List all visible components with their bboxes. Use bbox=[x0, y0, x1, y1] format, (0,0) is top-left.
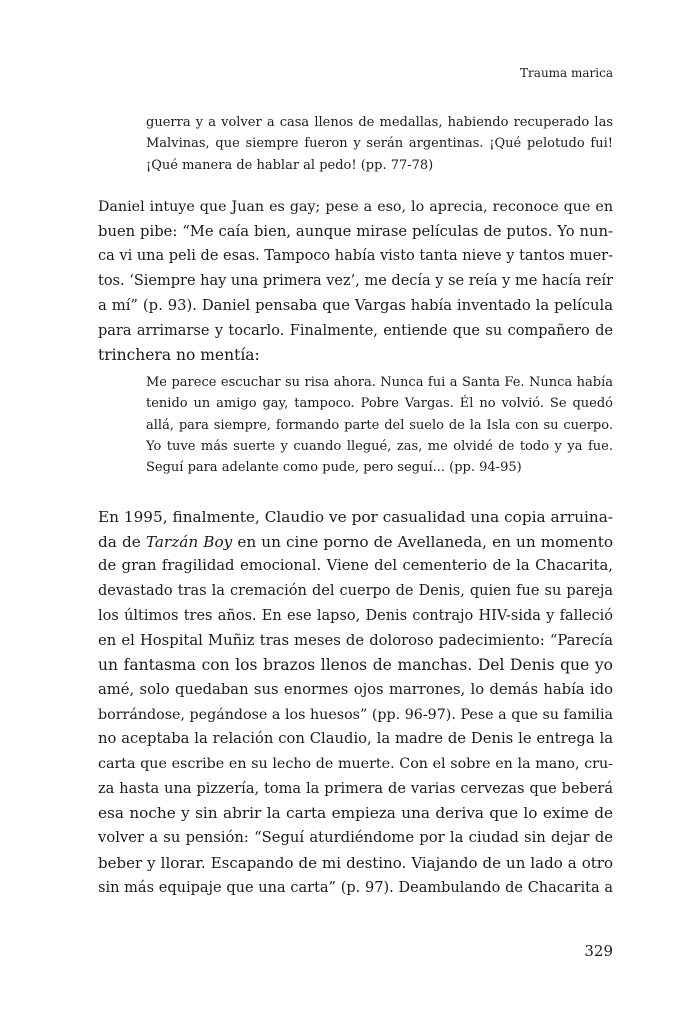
paragraph-line: tos. ‘Siempre hay una primera vez’, me decía y se reía y me hacía reír bbox=[98, 273, 613, 290]
paragraph-line: za hasta una pizzería, toma la primera de varias cervezas que beberá bbox=[98, 780, 613, 797]
paragraph-line: no aceptaba la relación con Claudio, la madre de Denis le entrega la bbox=[98, 730, 613, 748]
paragraph-text: en un cine porno de Avellaneda, en un momento bbox=[232, 532, 613, 551]
paragraph-line: ca vi una peli de esas. Tampoco había visto tanta nieve y tantos muer- bbox=[98, 248, 613, 265]
paragraph-text: da de bbox=[98, 532, 146, 551]
paragraph-line: esa noche y sin abrir la carta empieza una deriva que lo exime de bbox=[98, 804, 613, 823]
quote-line: Yo tuve más suerte y cuando llegué, zas, me olvidé de todo y ya fue. bbox=[146, 438, 613, 454]
paragraph-line: trinchera no mentía: bbox=[98, 346, 260, 365]
paragraph-line: los últimos tres años. En ese lapso, Denis contrajo HIV-sida y falleció bbox=[98, 607, 613, 624]
quote-line: tenido un amigo gay, tampoco. Pobre Vargas. Él no volvió. Se quedó bbox=[146, 396, 613, 412]
quote-line: Me parece escuchar su risa ahora. Nunca fui a Santa Fe. Nunca había bbox=[146, 375, 613, 390]
quote-line: Malvinas, que siempre fueron y serán argentinas. ¡Qué pelotudo fui! bbox=[146, 136, 613, 152]
paragraph-line: devastado tras la cremación del cuerpo de Denis, quien fue su pareja bbox=[98, 583, 613, 600]
paragraph-line: beber y llorar. Escapando de mi destino. Viajando de un lado a otro bbox=[98, 853, 613, 872]
paragraph-line: carta que escribe en su lecho de muerte. Con el sobre en la mano, cru- bbox=[98, 756, 613, 773]
quote-line: guerra y a volver a casa llenos de medallas, habiendo recuperado las bbox=[146, 115, 613, 130]
paragraph-line: un fantasma con los brazos llenos de manchas. Del Denis que yo bbox=[98, 656, 613, 675]
film-title: Tarzán Boy bbox=[145, 532, 233, 551]
paragraph-line: en el Hospital Muñiz tras meses de doloroso padecimiento: “Parecía bbox=[98, 631, 613, 649]
quote-line: allá, para siempre, formando parte del suelo de la Isla con su cuerpo. bbox=[146, 417, 613, 433]
paragraph-line: de gran fragilidad emocional. Viene del cementerio de la Chacarita, bbox=[98, 557, 613, 575]
quote-line: Seguí para adelante como pude, pero seguí... (pp. 94-95) bbox=[146, 460, 522, 476]
paragraph-line: sin más equipaje que una carta” (p. 97). Deambulando de Chacarita a bbox=[98, 879, 613, 896]
body-paragraph bbox=[98, 505, 613, 900]
page-number: 329 bbox=[584, 942, 613, 960]
running-head: Trauma marica bbox=[520, 66, 613, 80]
paragraph-line: a mí” (p. 93). Daniel pensaba que Vargas había inventado la película bbox=[98, 296, 613, 314]
paragraph-line bbox=[98, 530, 613, 555]
paragraph-line: volver a su pensión: “Seguí aturdiéndome por la ciudad sin dejar de bbox=[98, 829, 613, 847]
paragraph-line: para arrimarse y tocarlo. Finalmente, entiende que su compañero de bbox=[98, 322, 613, 339]
paragraph-line: Daniel intuye que Juan es gay; pese a eso, lo aprecia, reconoce que en bbox=[98, 199, 613, 215]
paragraph-line: En 1995, finalmente, Claudio ve por casualidad una copia arruina- bbox=[98, 508, 613, 526]
paragraph-line: borrándose, pegándose a los huesos” (pp. 96-97). Pese a que su familia bbox=[98, 706, 613, 723]
body-paragraph bbox=[98, 195, 613, 368]
paragraph-line: amé, solo quedaban sus enormes ojos marrones, lo demás había ido bbox=[98, 680, 613, 698]
paragraph-line: buen pibe: “Me caía bien, aunque mirase películas de putos. Yo nun- bbox=[98, 222, 613, 240]
quote-line: ¡Qué manera de hablar al pedo! (pp. 77-78) bbox=[146, 157, 434, 173]
block-quote-continuation bbox=[146, 112, 613, 176]
block-quote bbox=[146, 372, 613, 478]
